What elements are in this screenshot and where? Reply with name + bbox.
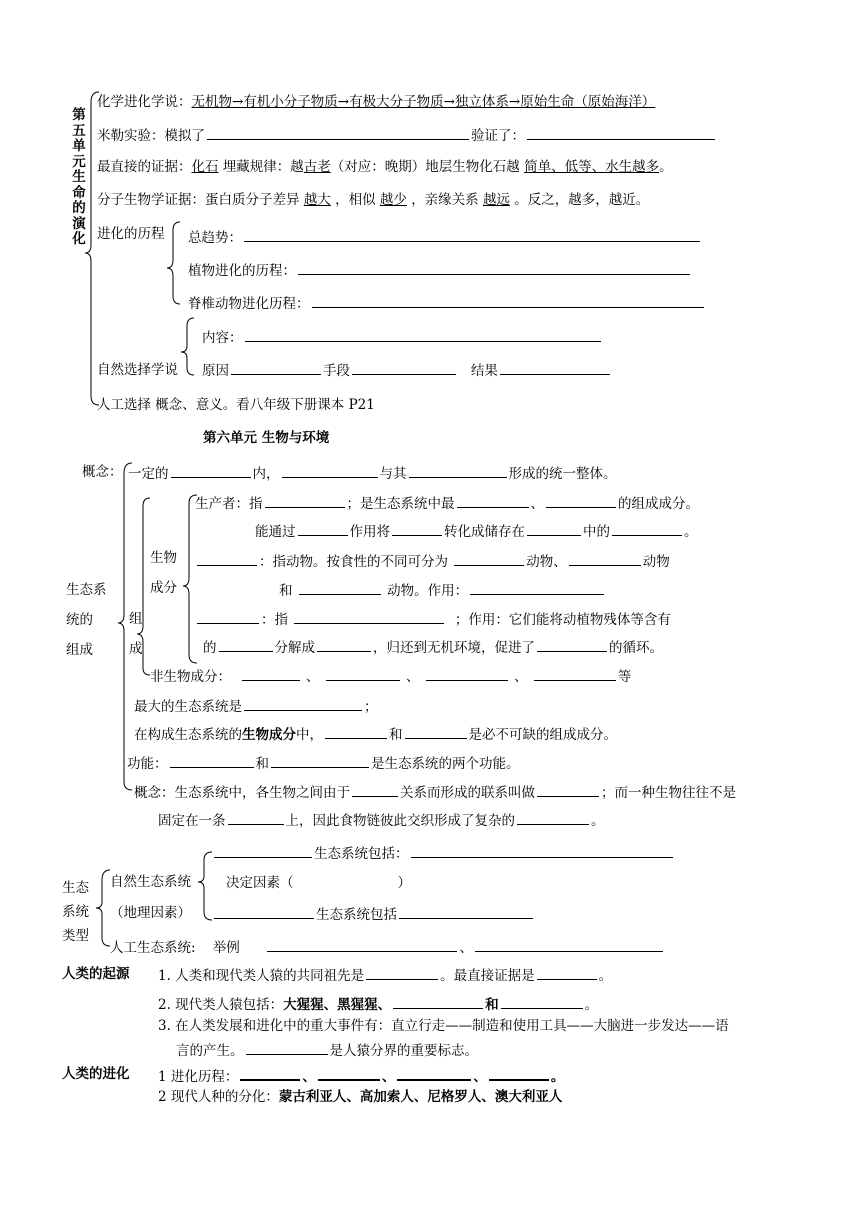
consumer-line-2: 和 动物。作用：	[279, 580, 606, 600]
artificial-eco-line: 人工生态系统: 举例 、	[110, 937, 665, 957]
course-label: 进化的历程	[97, 226, 165, 242]
unit6-title: 第六单元 生物与环境	[203, 430, 330, 446]
decomposer-line-2: 的 分解成 ，归还到无机环境，促进了 的循环。	[203, 637, 663, 657]
food-chain-line: 概念：生态系统中，各生物之间由于 关系而形成的联系叫做 ；而一种生物往往不是	[134, 782, 736, 802]
cause-line: 原因 手段 结果	[202, 360, 612, 380]
evolution-item-2: 2 现代人种的分化：蒙古利亚人、高加索人、尼格罗人、澳大利亚人	[158, 1089, 563, 1105]
abiotic-line: 非生物成分： 、 、 、 等	[150, 666, 631, 686]
origin-item-3-cont: 言的产生。 是人猿分界的重要标志。	[176, 1040, 478, 1060]
evolution-item-1: 1 进化历程： 、 、 、 。	[158, 1065, 564, 1086]
bio-component-label: 生物 成分	[150, 550, 177, 596]
chem-evolution-line: 化学进化学说：无机物→有机小分子物质→有极大分子物质→独立体系→原始生命（原始海洋）	[97, 94, 656, 110]
decide-factor-line: 决定因素（ ）	[226, 875, 411, 891]
origin-item-3: 3. 在人类发展和进化中的重大事件有：直立行走——制造和使用工具——大脑进一步发达——语	[158, 1018, 729, 1034]
molecular-line: 分子生物学证据：蛋白质分子差异 越大 ，相似 越少 ，亲缘关系 越远 。反之，越多，越近。	[97, 192, 650, 208]
artificial-selection-line: 人工选择 概念、意义。看八年级下册课本 P21	[97, 397, 375, 413]
food-web-line: 固定在一条 上，因此食物链彼此交织形成了复杂的 。	[158, 810, 605, 830]
producer-line-2: 能通过 作用将 转化成储存在 中的 。	[255, 521, 698, 541]
plant-line: 植物进化的历程：	[188, 260, 692, 280]
evidence-line: 最直接的证据：化石 埋藏规律：越古老（对应：晚期）地层生物化石越 简单、低等、水生越多。	[97, 159, 673, 175]
vertebrate-line: 脊椎动物进化历程：	[188, 293, 706, 313]
origin-item-2: 2. 现代类人猿包括：大猩猩、黑猩猩、 和 。	[158, 994, 598, 1014]
evolution-title: 人类的进化	[62, 1066, 130, 1082]
origin-item-1: 1. 人类和现代类人猿的共同祖先是 。最直接证据是 。	[158, 965, 612, 985]
zucheng-label: 组 成	[129, 611, 143, 657]
function-line: 功能： 和 是生态系统的两个功能。	[127, 753, 520, 773]
eco-types-label: 生态 系统 类型	[62, 880, 89, 944]
decomposer-line: ：指 ；作用：它们能将动植物残体等含有	[195, 609, 671, 629]
biotic-essential-line: 在构成生态系统的生物成分中， 和 是必不可缺的组成成分。	[134, 724, 617, 744]
content-line: 内容：	[202, 327, 603, 347]
concept-line: 一定的 内， 与其 形成的统一整体。	[128, 463, 617, 483]
origin-title: 人类的起源	[62, 966, 130, 982]
unit5-side-title: 第 五 单 元 生 命 的 演 化	[72, 107, 86, 247]
natural-eco-label: 自然生态系统	[110, 874, 191, 890]
consumer-line: ：指动物。按食性的不同可分为 动物、 动物	[195, 551, 670, 571]
trend-line: 总趋势：	[188, 227, 702, 247]
geo-factor-label: （地理因素）	[110, 905, 191, 921]
producer-line: 生产者：指 ；是生态系统中最 、 的组成成分。	[195, 493, 699, 513]
miller-line: 米勒实验：模拟了 验证了：	[97, 125, 717, 145]
eco-includes-line-2: 生态系统包括	[212, 904, 535, 924]
concept-label: 概念：	[82, 464, 123, 480]
eco-includes-line-1: 生态系统包括：	[212, 843, 675, 863]
eco-composition-label: 生态系 统的 组成	[66, 582, 107, 658]
largest-line: 最大的生态系统是 ；	[134, 696, 378, 716]
natural-selection-label: 自然选择学说	[97, 362, 178, 378]
